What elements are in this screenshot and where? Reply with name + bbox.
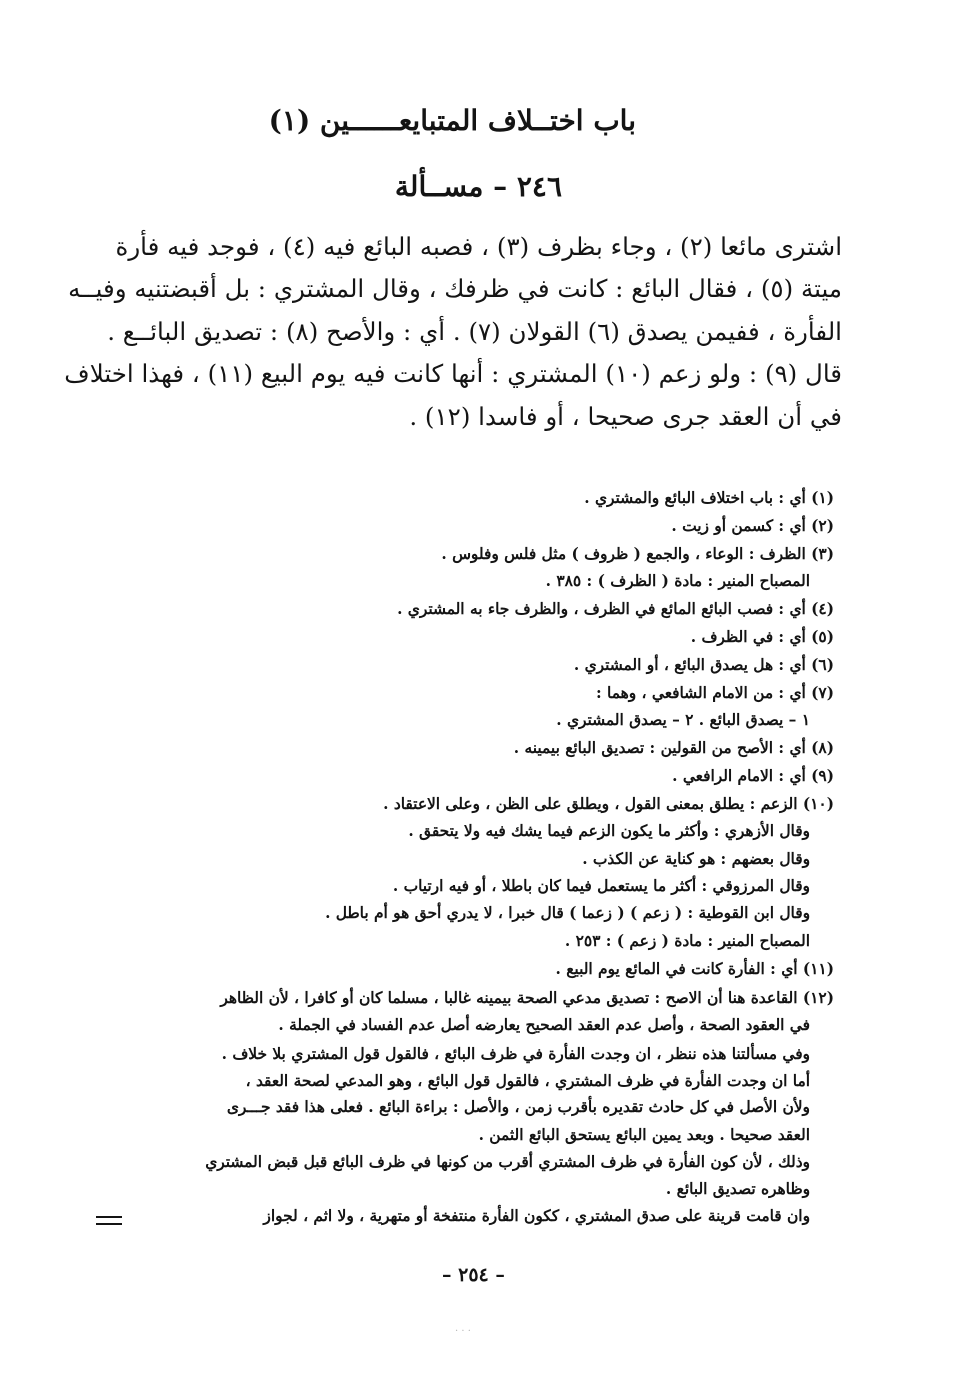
- footnote-line: العقد صحيحا . وبعد يمين البائع يستحق البائع الثمن .: [478, 1126, 810, 1144]
- footnote-line: المصباح المنير : مادة ( الظرف ) : ٣٨٥ .: [545, 572, 810, 590]
- footnote-line: في العقود الصحة ، وأصل عدم العقد الصحيح يعارضه أصل عدم الفساد في الجملة .: [278, 1016, 810, 1034]
- main-text: [64, 226, 842, 438]
- footnote-line: (١٠) الزعم : يطلق بمعنى القول ، ويطلق على الظن ، وعلى الاعتقاد .: [383, 795, 834, 813]
- footnote-line: (١١) أي : الفأرة كانت في المائع يوم البيع .: [555, 960, 834, 978]
- footnote-line: (٩) أي : الامام الرافعي .: [672, 767, 834, 785]
- footnote-line: وذلك ، لأن كون الفأرة في ظرف المشتري أقرب من كونها في ظرف البائع قبل قبض المشتري: [205, 1153, 810, 1171]
- continuation-mark: [96, 1216, 122, 1225]
- footnote-line: (٥) أي : في الظرف .: [690, 628, 834, 646]
- footnote-line: (١) أي : باب اختلاف البائع والمشتري .: [584, 489, 834, 507]
- footnote-line: ١ – يصدق البائع . ٢ – يصدق المشتري .: [556, 711, 810, 729]
- footnote-line: (٢) أي : كسمن أو زيت .: [671, 517, 834, 535]
- main-text-line: الفأرة ، ففيمن يصدق (٦) القولان (٧) . أي : والأصح (٨) : تصديق البائــع .: [107, 316, 842, 346]
- footnote-line: وقال بعضهم : هو كناية عن الكذب .: [582, 850, 810, 868]
- main-text-line: اشترى مائعا (٢) ، وجاء بظرف (٣) ، فصبه البائع فيه (٤) ، فوجد فيه فأرة: [115, 232, 842, 261]
- footnote-line: (٦) أي : هل يصدق البائع ، أو المشتري .: [573, 656, 834, 674]
- footnote-line: وظاهره تصديق البائع .: [665, 1180, 810, 1198]
- main-text-line: في أن العقد جرى صحيحا ، أو فاسدا (١٢) .: [409, 401, 842, 431]
- main-text-line: قال (٩) : ولو زعم (١٠) المشتري : أنها كانت فيه يوم البيع (١١) ، فهذا اختلاف: [64, 359, 842, 389]
- footnote-line: وقال المرزوقي : أكثر ما يستعمل فيما كان باطلا ، أو فيه ارتياب .: [392, 877, 810, 895]
- chapter-title: باب اختــلاف المتبايعــــــين (١): [268, 104, 636, 137]
- scan-speck: · · ·: [455, 1326, 471, 1337]
- footnote-line: وقال الأزهري : وأكثر ما يكون الزعم فيما يشك فيه ولا يتحقق .: [408, 822, 810, 840]
- main-text-line: ميتة (٥) ، فقال البائع : كانت في ظرفك ، وقال المشتري : بل أقبضتنيه وفيــه: [68, 274, 842, 304]
- footnote-line: (٣) الظرف : الوعاء ، والجمع ( ظروف ) مثل فلس وفلوس .: [441, 545, 834, 563]
- footnote-line: وقال ابن القوطية : ( زعم ) ( زعما ) قال خبرا ، لا يدري أحق هو أم باطل .: [325, 904, 810, 922]
- footnote-line: وفي مسألتنا هذه ننظر ، ان وجدت الفأرة في ظرف البائع ، فالقول قول المشتري بلا خلاف .: [221, 1045, 810, 1063]
- footnote-line: المصباح المنير : مادة ( زعم ) : ٢٥٣ .: [564, 932, 810, 950]
- footnote-line: ولأن الأصل في كل حادث تقديره بأقرب زمن ، والأصل : براءة البائع . فعلى هذا فقد جـــرى: [226, 1098, 810, 1116]
- footnote-line: (٨) أي : الأصح من القولين : تصديق البائع بيمينه .: [513, 739, 834, 757]
- footnote-line: وان قامت قرينة على صدق المشتري ، ككون الفأرة منتفخة أو متهرية ، ولا اثم ، لجواز: [263, 1207, 810, 1225]
- page-number: – ٢٥٤ –: [442, 1264, 505, 1286]
- issue-title: ٢٤٦ – مســألة: [394, 170, 562, 203]
- footnote-line: (٧) أي : من الامام الشافعي ، وهما :: [596, 684, 834, 702]
- footnote-line: (١٢) القاعدة هنا أن الاصح : تصديق مدعي الصحة بيمينه غالبا ، مسلما كان أو كافرا ، لأن الظاهر: [220, 989, 834, 1007]
- footnote-line: أما ان وجدت الفأرة في ظرف المشتري ، فالقول قول البائع ، وهو المدعي لصحة العقد ،: [245, 1072, 810, 1090]
- footnote-line: (٤) أي : فصب البائع المائع في الظرف ، والظرف جاء به المشتري .: [397, 600, 834, 618]
